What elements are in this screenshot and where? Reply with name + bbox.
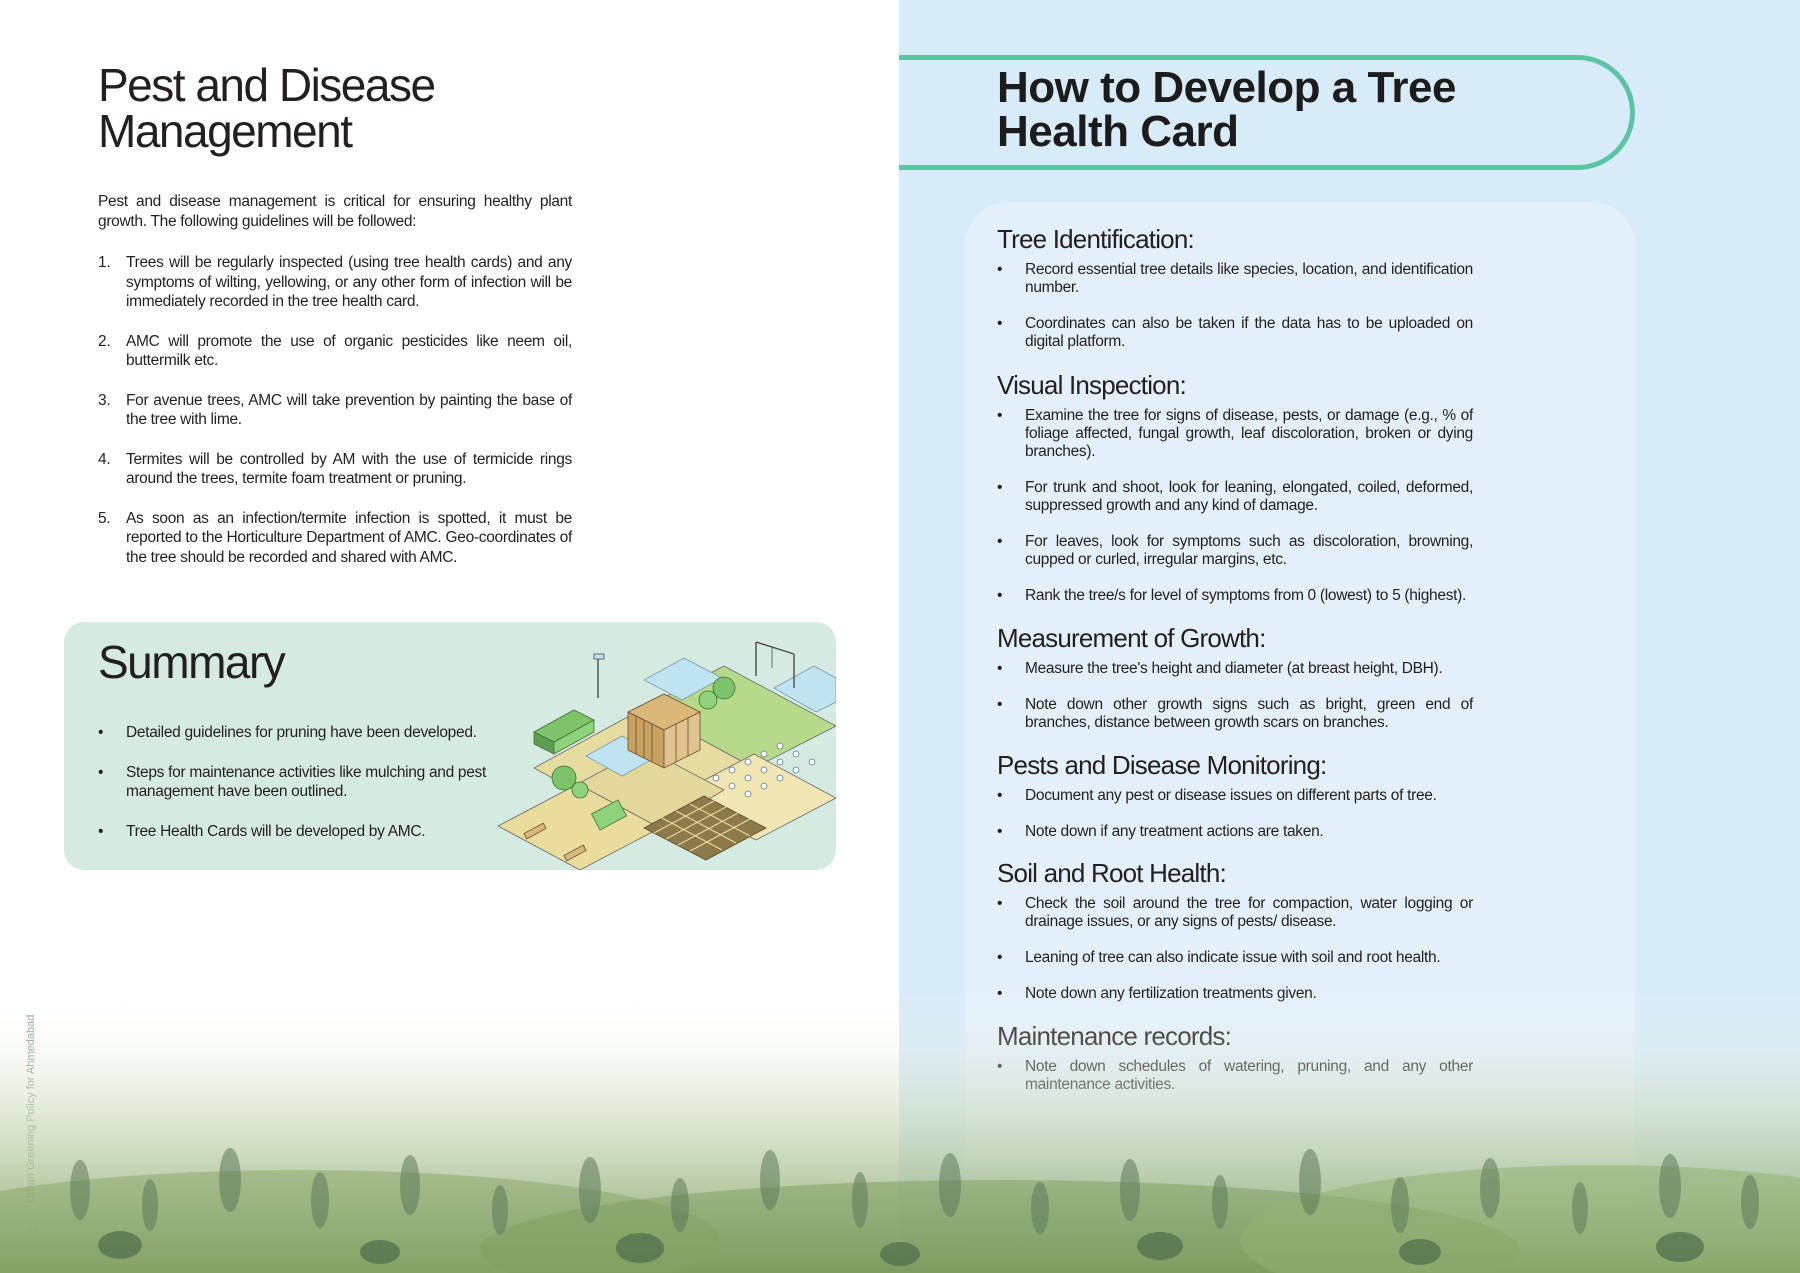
section-measurement-of-growth — [997, 623, 1473, 732]
summary-item-text: Steps for maintenance activities like mulching and pest management have been outlined. — [126, 763, 487, 800]
section-item-text: For leaves, look for symptoms such as discoloration, browning, cupped or curled, irregular margins, etc. — [1025, 533, 1473, 568]
bullet: • — [997, 949, 1003, 966]
section-heading: Visual Inspection: — [997, 370, 1186, 400]
section-list — [997, 787, 1473, 841]
section-item-text: Note down other growth signs such as bright, green end of branches, distance between growth scars on branches. — [1025, 696, 1473, 731]
section-list — [997, 895, 1473, 1003]
guideline-item — [98, 332, 572, 371]
section-visual-inspection — [997, 370, 1473, 605]
section-item — [997, 696, 1473, 732]
section-item — [997, 315, 1473, 351]
guideline-item — [98, 509, 572, 568]
section-tree-identification — [997, 224, 1473, 351]
bullet: • — [997, 261, 1003, 278]
section-item-text: Document any pest or disease issues on different parts of tree. — [1025, 787, 1437, 804]
section-heading: Measurement of Growth: — [997, 623, 1266, 653]
bullet: • — [98, 763, 104, 781]
section-item-text: For trunk and shoot, look for leaning, elongated, coiled, deformed, suppressed growth and any kind of damage. — [1025, 479, 1473, 514]
intro-paragraph: Pest and disease management is critical for ensuring healthy plant growth. The following guidelines will be followed: — [98, 193, 572, 230]
section-soil-and-root-health — [997, 858, 1473, 1003]
summary-box — [64, 622, 836, 870]
section-item — [997, 949, 1473, 967]
section-item-text: Record essential tree details like species, location, and identification number. — [1025, 261, 1473, 296]
bullet: • — [997, 479, 1003, 496]
section-heading: Pests and Disease Monitoring: — [997, 750, 1327, 780]
section-item-text: Note down if any treatment actions are taken. — [1025, 823, 1324, 840]
section-list — [997, 660, 1473, 732]
summary-list — [98, 723, 498, 861]
guideline-item — [98, 253, 572, 312]
section-item-text: Check the soil around the tree for compaction, water logging or drainage issues, or any signs of pests/ disease. — [1025, 895, 1473, 930]
summary-item — [98, 723, 498, 743]
guideline-number: 5. — [98, 509, 111, 527]
section-list — [997, 407, 1473, 605]
park-illustration — [494, 628, 836, 870]
section-item-text: Coordinates can also be taken if the data has to be uploaded on digital platform. — [1025, 315, 1473, 350]
section-item — [997, 787, 1473, 805]
card-title: How to Develop a Tree Health Card — [997, 63, 1456, 156]
bullet: • — [997, 823, 1003, 840]
guideline-text: AMC will promote the use of organic pesticides like neem oil, buttermilk etc. — [126, 332, 572, 369]
bullet: • — [997, 696, 1003, 713]
guideline-number: 4. — [98, 450, 111, 468]
bullet: • — [997, 587, 1003, 604]
section-pests-and-disease-monitoring — [997, 750, 1473, 841]
section-item — [997, 407, 1473, 461]
bullet: • — [98, 724, 104, 741]
summary-item — [98, 763, 498, 802]
section-item-text: Examine the tree for signs of disease, pests, or damage (e.g., % of foliage affected, fungal growth, leaf discoloration, broken or dying branches). — [1025, 407, 1473, 460]
bullet: • — [997, 533, 1003, 550]
section-list — [997, 261, 1473, 351]
section-item-text: Measure the tree's height and diameter (at breast height, DBH). — [1025, 660, 1443, 677]
guideline-number: 1. — [98, 254, 111, 271]
section-heading: Tree Identification: — [997, 224, 1194, 254]
bullet: • — [98, 822, 104, 840]
summary-item-text: Detailed guidelines for pruning have been developed. — [126, 724, 477, 741]
guideline-number: 2. — [98, 332, 111, 350]
bullet: • — [997, 787, 1003, 804]
section-item — [997, 660, 1473, 678]
guideline-text: Termites will be controlled by AM with the use of termicide rings around the trees, termite foam treatment or pruning. — [126, 450, 572, 487]
summary-item — [98, 822, 498, 842]
guideline-text: As soon as an infection/termite infection is spotted, it must be reported to the Horticulture Department of AMC. Geo-coordinates of the tree should be recorded and shared with AMC. — [126, 509, 572, 566]
section-item-text: Rank the tree/s for level of symptoms from 0 (lowest) to 5 (highest). — [1025, 587, 1467, 604]
section-item — [997, 261, 1473, 297]
guideline-text: For avenue trees, AMC will take prevention by painting the base of the tree with lime. — [126, 391, 572, 428]
bullet: • — [997, 407, 1003, 424]
bullet: • — [997, 895, 1003, 912]
section-heading: Soil and Root Health: — [997, 858, 1226, 888]
guideline-text: Trees will be regularly inspected (using tree health cards) and any symptoms of wilting, yellowing, or any other form of infection will be immediately recorded in the tree health card. — [126, 254, 572, 310]
guideline-item — [98, 450, 572, 489]
section-item — [997, 479, 1473, 515]
bullet: • — [997, 660, 1003, 677]
guidelines-list — [98, 253, 572, 587]
summary-title: Summary — [98, 636, 285, 688]
section-item — [997, 533, 1473, 569]
page-title: Pest and Disease Management — [98, 59, 435, 157]
guideline-number: 3. — [98, 391, 111, 409]
section-item-text: Leaning of tree can also indicate issue with soil and root health. — [1025, 949, 1441, 966]
section-item — [997, 823, 1473, 841]
summary-item-text: Tree Health Cards will be developed by AMC. — [126, 822, 426, 840]
section-item — [997, 895, 1473, 931]
section-item — [997, 587, 1473, 605]
landscape-illustration — [0, 990, 1800, 1273]
guideline-item — [98, 391, 572, 430]
bullet: • — [997, 315, 1003, 332]
